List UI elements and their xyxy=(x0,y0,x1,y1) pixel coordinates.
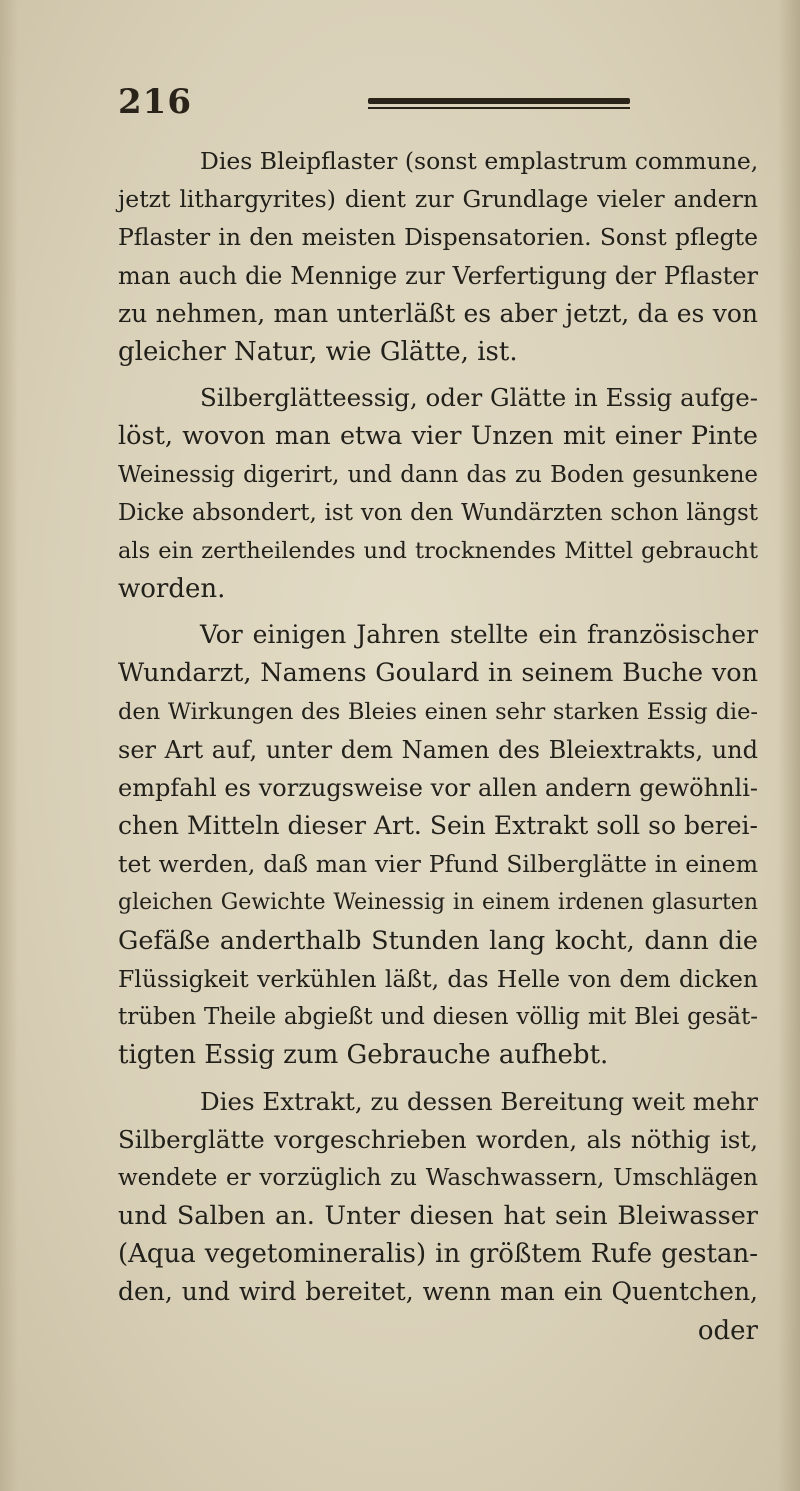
text-line: trüben Theile abgießt und diesen völlig mit Blei gesät- xyxy=(118,1004,758,1031)
page-header xyxy=(118,82,740,122)
text-line: den Wirkungen des Bleies einen sehr starken Essig die- xyxy=(118,698,758,725)
header-rule xyxy=(368,98,630,104)
text-line: Silberglätteessig, oder Glätte in Essig aufge- xyxy=(200,383,758,413)
text-line: Vor einigen Jahren stellte ein französischer xyxy=(200,620,758,650)
text-line: Flüssigkeit verkühlen läßt, das Helle von dem dicken xyxy=(118,964,758,993)
text-line: den, und wird bereitet, wenn man ein Quentchen, xyxy=(118,1277,758,1307)
text-line: (Aqua vegetomineralis) in größtem Rufe gestan- xyxy=(118,1239,758,1270)
text-line: löst, wovon man etwa vier Unzen mit einer Pinte xyxy=(118,421,758,452)
text-line: gleichen Gewichte Weinessig in einem irdenen glasurten xyxy=(118,889,758,915)
text-line: Wundarzt, Namens Goulard in seinem Buche von xyxy=(118,658,758,689)
text-line: wendete er vorzüglich zu Waschwassern, Umschlägen xyxy=(118,1164,758,1191)
text-line: worden. xyxy=(118,574,226,605)
text-line: jetzt lithargyrites) dient zur Grundlage vieler andern xyxy=(118,185,758,214)
text-line: zu nehmen, man unterläßt es aber jetzt, da es von xyxy=(118,298,758,328)
text-line: man auch die Mennige zur Verfertigung der Pflaster xyxy=(118,261,758,290)
text-line: Weinessig digerirt, und dann das zu Boden gesunkene xyxy=(118,461,758,488)
text-line: Dicke absondert, ist von den Wundärzten schon längst xyxy=(118,499,758,526)
body-text xyxy=(118,142,758,1350)
text-line: Dies Bleipflaster (sonst emplastrum commune, xyxy=(200,147,759,175)
text-line: Silberglätte vorgeschrieben worden, als nöthig ist, xyxy=(118,1124,758,1154)
text-line: Dies Extrakt, zu dessen Bereitung weit mehr xyxy=(200,1086,758,1116)
text-line: tigten Essig zum Gebrauche aufhebt. xyxy=(118,1040,609,1071)
page-number: 216 xyxy=(118,82,192,122)
text-line: Pflaster in den meisten Dispensatorien. Sonst pflegte xyxy=(118,223,758,252)
text-line: als ein zertheilendes und trocknendes Mittel gebraucht xyxy=(118,537,758,564)
text-line: empfahl es vorzugsweise vor allen andern gewöhnli- xyxy=(118,774,758,802)
text-line: ser Art auf, unter dem Namen des Bleiextrakts, und xyxy=(118,735,758,764)
catchword: oder xyxy=(697,1315,758,1346)
text-line: und Salben an. Unter diesen hat sein Bleiwasser xyxy=(118,1201,758,1232)
text-line: chen Mitteln dieser Art. Sein Extrakt soll so berei- xyxy=(118,811,758,841)
text-line: tet werden, daß man vier Pfund Silberglätte in einem xyxy=(118,850,758,879)
text-line: Gefäße anderthalb Stunden lang kocht, dann die xyxy=(118,925,758,956)
text-line: gleicher Natur, wie Glätte, ist. xyxy=(118,336,518,367)
